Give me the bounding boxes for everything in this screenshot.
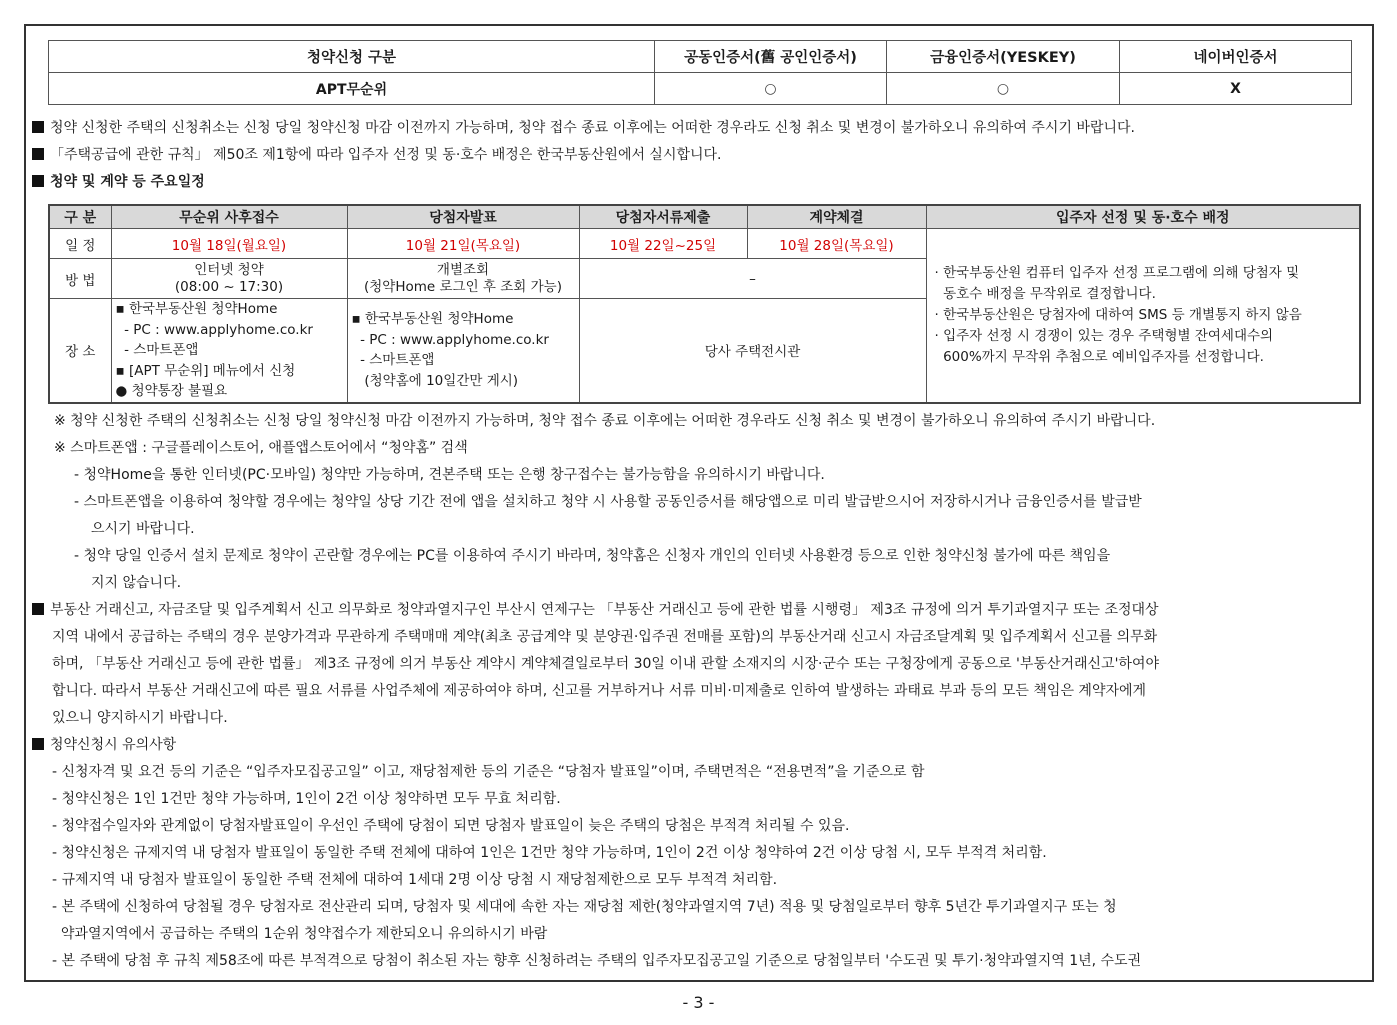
cert-header-financial: 금융인증서(YESKEY): [887, 41, 1120, 73]
schedule-title: 청약 및 계약 등 주요일정: [32, 172, 205, 192]
note-mid-4: - 스마트폰앱을 이용하여 청약할 경우에는 청약일 상당 기간 전에 앱을 설치하고 청약 시 사용할 공동인증서를 해당앱으로 미리 발급받으시어 저장하시거나 금융인증서를 발급받: [74, 494, 1142, 510]
schedule-header-documents: 당첨자서류제출: [579, 205, 747, 229]
note-mid-6: - 청약 당일 인증서 설치 문제로 청약이 곤란할 경우에는 PC를 이용하여 주시기 바라며, 청약홈은 신청자 개인의 인터넷 사용환경 등으로 인한 청약신청 불가에 따른 책임을: [74, 548, 1111, 564]
schedule-header-announce: 당첨자발표: [347, 205, 579, 229]
note-mid-1: ※ 청약 신청한 주택의 신청취소는 신청 당일 청약신청 마감 이전까지 가능하며, 청약 접수 종료 이후에는 어떠한 경우라도 신청 취소 및 변경이 불가하오니 유의하여 주시기 바랍니다.: [54, 413, 1156, 429]
realestate-3: 하며, 「부동산 거래신고 등에 관한 법률」 제3조 규정에 의거 부동산 계약시 계약체결일로부터 30일 이내 관할 소재지의 시장·군수 또는 구청장에게 공동으로 '부동산거래신고'하여야: [52, 656, 1159, 672]
caution-6: - 본 주택에 신청하여 당첨될 경우 당첨자로 전산관리 되며, 당첨자 및 세대에 속한 자는 재당첨 제한(청약과열지역 7년) 적용 및 당첨일로부터 향후 5년간 투기과열지구 또는 청: [52, 899, 1117, 915]
cert-header-naver: 네이버인증서: [1120, 41, 1352, 73]
cert-row-joint: ○: [655, 73, 887, 105]
note-top-2: 「주택공급에 관한 규칙」 제50조 제1항에 따라 입주자 선정 및 동·호수 배정은 한국부동산원에서 실시합니다.: [32, 145, 722, 165]
date-apply: 10월 18일(월요일): [111, 229, 347, 259]
row-label-method: 방 법: [49, 259, 111, 299]
note-top-1: 청약 신청한 주택의 신청취소는 신청 당일 청약신청 마감 이전까지 가능하며, 청약 접수 종료 이후에는 어떠한 경우라도 신청 취소 및 변경이 불가하오니 유의하여 주시기 바랍니다.: [32, 118, 1135, 138]
date-announce: 10월 21일(목요일): [347, 229, 579, 259]
schedule-table: [48, 204, 1361, 404]
caution-title: 청약신청시 유의사항: [32, 735, 176, 755]
note-mid-5: 으시기 바랍니다.: [91, 521, 195, 537]
method-apply: 인터넷 청약 (08:00 ~ 17:30): [111, 259, 347, 299]
note-mid-3: - 청약Home을 통한 인터넷(PC·모바일) 청약만 가능하며, 견본주택 또는 은행 창구접수는 불가능함을 유의하시기 바랍니다.: [74, 467, 825, 483]
cert-header-type: 청약신청 구분: [49, 41, 655, 73]
place-announce: ▪ 한국부동산원 청약Home - PC : www.applyhome.co.kr - 스마트폰앱 (청약홈에 10일간만 게시): [347, 299, 579, 403]
certificate-table: [48, 40, 1352, 105]
schedule-header-contract: 계약체결: [747, 205, 926, 229]
cert-row-naver: X: [1120, 73, 1352, 105]
bullet-square-icon: [32, 738, 44, 750]
place-apply: ▪ 한국부동산원 청약Home - PC : www.applyhome.co.kr - 스마트폰앱 ▪ [APT 무순위] 메뉴에서 신청 ● 청약통장 불필요: [111, 299, 347, 403]
date-documents: 10월 22일~25일: [579, 229, 747, 259]
bullet-square-icon: [32, 603, 44, 615]
caution-8: - 본 주택에 당첨 후 규칙 제58조에 따른 부적격으로 당첨이 취소된 자는 향후 신청하려는 주택의 입주자모집공고일 기준으로 당첨일부터 '수도권 및 투기·청약과열지역 1년, 수도권: [52, 953, 1142, 969]
row-label-date: 일 정: [49, 229, 111, 259]
cert-row-type: APT무순위: [49, 73, 655, 105]
realestate-1: 부동산 거래신고, 자금조달 및 입주계획서 신고 의무화로 청약과열지구인 부산시 연제구는 「부동산 거래신고 등에 관한 법률 시행령」 제3조 규정에 의거 투기과열지구 또는 조정대상: [32, 600, 1159, 620]
note-mid-7: 지지 않습니다.: [91, 575, 182, 591]
note-mid-2: ※ 스마트폰앱 : 구글플레이스토어, 애플앱스토어에서 “청약홈” 검색: [54, 440, 468, 456]
bullet-square-icon: [32, 148, 44, 160]
caution-3: - 청약접수일자와 관계없이 당첨자발표일이 우선인 주택에 당첨이 되면 당첨자 발표일이 늦은 주택의 당첨은 부적격 처리될 수 있음.: [52, 818, 850, 834]
page-number: - 3 -: [682, 993, 715, 1012]
realestate-4: 합니다. 따라서 부동산 거래신고에 따른 필요 서류를 사업주체에 제공하여야 하며, 신고를 거부하거나 서류 미비·미제출로 인하여 발생하는 과태료 부과 등의 모든 책임은 계약자에게: [52, 683, 1147, 699]
place-contract: 당사 주택전시관: [579, 299, 926, 403]
schedule-header-apply: 무순위 사후접수: [111, 205, 347, 229]
caution-2: - 청약신청은 1인 1건만 청약 가능하며, 1인이 2건 이상 청약하면 모두 무효 처리함.: [52, 791, 561, 807]
caution-5: - 규제지역 내 당첨자 발표일이 동일한 주택 전체에 대하여 1세대 2명 이상 당첨 시 재당첨제한으로 모두 부적격 처리함.: [52, 872, 778, 888]
assign-cell: · 한국부동산원 컴퓨터 입주자 선정 프로그램에 의해 당첨자 및 동호수 배정을 무작위로 결정합니다. · 한국부동산원은 당첨자에 대하여 SMS 등 개별통지 하지 않음 · 입주자 선정 시 경쟁이 있는 경우 주택형별 잔여세대수의 600%까지 무작위 추첨으로 예비입주자를 선정합니다.: [926, 229, 1360, 403]
bullet-square-icon: [32, 121, 44, 133]
row-label-place: 장 소: [49, 299, 111, 403]
realestate-2: 지역 내에서 공급하는 주택의 경우 분양가격과 무관하게 주택매매 계약(최초 공급계약 및 분양권·입주권 전매를 포함)의 부동산거래 신고시 자금조달계획 및 입주계획서 신고를 의무화: [52, 629, 1158, 645]
schedule-header-category: 구 분: [49, 205, 111, 229]
date-contract: 10월 28일(목요일): [747, 229, 926, 259]
schedule-header-assign: 입주자 선정 및 동·호수 배정: [926, 205, 1360, 229]
caution-4: - 청약신청은 규제지역 내 당첨자 발표일이 동일한 주택 전체에 대하여 1인은 1건만 청약 가능하며, 1인이 2건 이상 청약하여 2건 이상 당첨 시, 모두 부적격 처리함.: [52, 845, 1047, 861]
cert-header-joint: 공동인증서(舊 공인인증서): [655, 41, 887, 73]
realestate-5: 있으니 양지하시기 바랍니다.: [52, 710, 228, 726]
method-announce: 개별조회 (청약Home 로그인 후 조회 가능): [347, 259, 579, 299]
cert-row-financial: ○: [887, 73, 1120, 105]
bullet-square-icon: [32, 175, 44, 187]
method-dash: –: [579, 259, 926, 299]
caution-1: - 신청자격 및 요건 등의 기준은 “입주자모집공고일” 이고, 재당첨제한 등의 기준은 “당첨자 발표일”이며, 주택면적은 “전용면적”을 기준으로 함: [52, 764, 925, 780]
caution-7: 약과열지역에서 공급하는 주택의 1순위 청약접수가 제한되오니 유의하시기 바람: [52, 926, 548, 942]
